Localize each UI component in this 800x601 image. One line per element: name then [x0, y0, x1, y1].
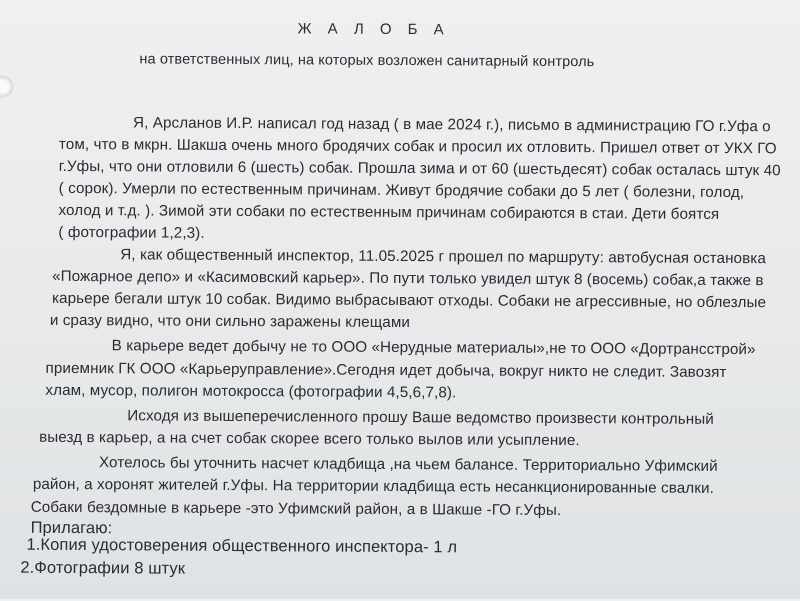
- body-line: Собаки бездомные в карьере -это Уфимский район, а в Шакше -ГО г.Уфы.: [30, 498, 562, 519]
- body-line: приемник ГК ООО «Карьеруправление».Сегодня идет добыча, вокруг никто не следит. Завозят: [45, 359, 727, 381]
- punch-hole: [0, 75, 13, 97]
- body-line: карьере бегали штук 10 собак. Видимо выбрасывают отходы. Собаки не агрессивные, но облезлые: [51, 289, 767, 312]
- document-subtitle: на ответственных лиц, на которых возложен санитарный контроль: [139, 51, 595, 71]
- body-line: выезд в карьер, а на счет собак скорее всего только вылов или усыпление.: [39, 428, 580, 450]
- body-line: Исходя из вышеперечисленного прошу Ваше ведомство произвести контрольный: [127, 407, 714, 428]
- body-line: ( сорок). Умерли по естественным причинам. Живут бродячие собаки до 5 лет ( болезни, голод,: [58, 180, 745, 202]
- body-line: Я, Арсланов И.Р. написал год назад ( в мае 2024 г.), письмо в администрацию ГО г.Уфа о: [133, 113, 771, 135]
- body-line: Хотелось бы уточнить насчет кладбища ,на чьем балансе. Территориально Уфимский: [98, 454, 718, 476]
- attachment-item: 2.Фотографии 8 штук: [20, 559, 186, 579]
- body-line: том, что в мкрн. Шакша очень много бродячих собак и просил их отловить. Пришел ответ от УКХ ГО: [58, 135, 777, 158]
- body-line: холод и т.д. ). Зимой эти собаки по естественным причинам собираются в стаи. Дети боятся: [58, 202, 720, 224]
- document-title: Ж А Л О Б А: [297, 20, 450, 39]
- attachment-item: 1.Копия удостоверения общественного инспектора- 1 л: [26, 535, 458, 557]
- body-line: Я, как общественный инспектор, 11.05.2025 г прошел по маршруту: автобусная остановка: [120, 246, 766, 267]
- body-line: В карьере ведет добычу не то ООО «Нерудные материалы»,не то ООО «Дортрансстрой»: [111, 337, 756, 359]
- body-line: и сразу видно, что они сильно заражены клещами: [49, 312, 411, 332]
- body-line: «Пожарное депо» и «Касимовский карьер». По пути только увидел штук 8 (восемь) собак,а также в: [52, 267, 764, 290]
- attachments-heading: Прилагаю:: [30, 518, 113, 538]
- body-line: г.Уфы, что они отловили 6 (шесть) собак. Прошла зима и от 60 (шестьдесят) собак осталась штук 40: [58, 157, 781, 180]
- body-line: район, а хоронят жителей г.Уфы. На территории кладбища есть несанкционированные свалки.: [32, 476, 714, 498]
- body-line: хлам, мусор, полигон мотокросса (фотографии 4,5,6,7,8).: [45, 381, 457, 402]
- body-line: ( фотографии 1,2,3).: [58, 224, 205, 243]
